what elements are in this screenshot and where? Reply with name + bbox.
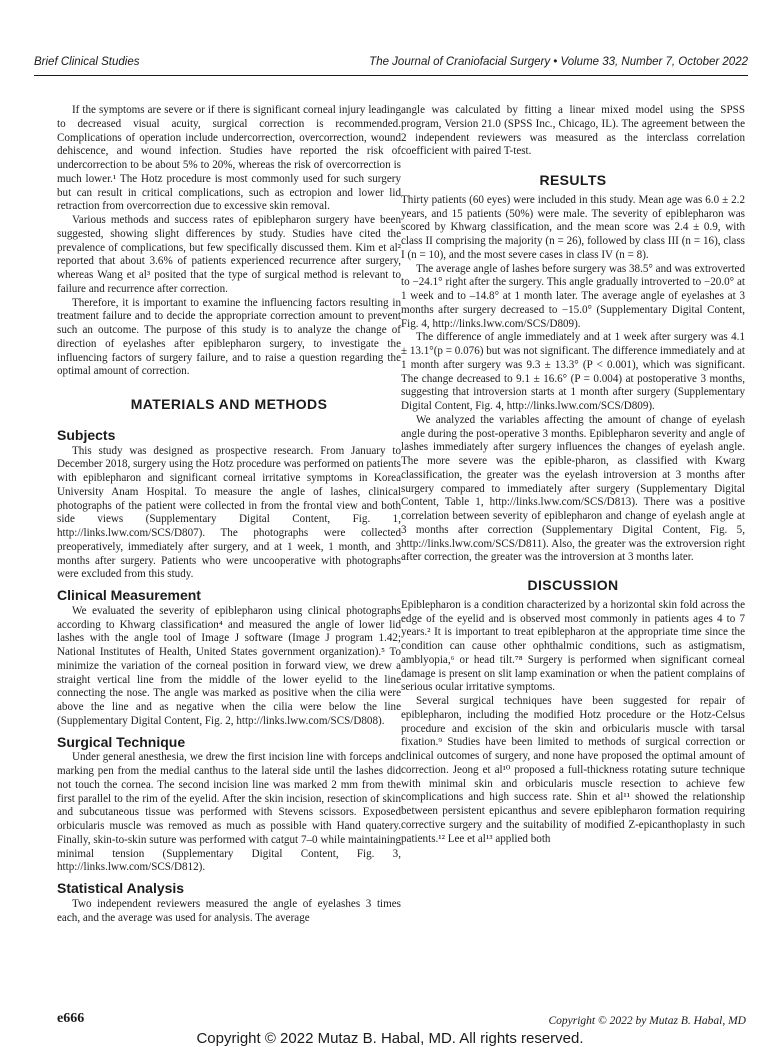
- running-header: [34, 56, 748, 74]
- results-paragraph-3: The difference of angle immediately and at 1 week after surgery was 4.1 ± 13.1°(p = 0.076) but was not significant. The difference immediately and at 1 month after surgery was 9.3 ± 13.3° (P < 0.001), which was significant. The change decreased to 9.1 ± 16.6° (P = 0.004) at postoperative 3 months, suggesting that introversion starts at 1 month after surgery (Supplementary Digital Content, Fig. 4, http://links.lww.com/SCS/D809).: [401, 331, 745, 412]
- footer-copyright: Copyright © 2022 by Mutaz B. Habal, MD: [548, 1015, 746, 1027]
- page-number: e666: [57, 1011, 85, 1026]
- results-paragraph-1: Thirty patients (60 eyes) were included in this study. Mean age was 6.0 ± 2.2 years, and 15 patients (50%) were male. The severity of epiblepharon was scored by Khwarg classification, and the mean score was 2.4 ± 0.9, with class II comprising the majority (n = 26), followed by class III (n = 16), class I (n = 10), and the most severe cases in class IV (n = 8).: [401, 193, 745, 261]
- section-label: Brief Clinical Studies: [34, 56, 140, 68]
- journal-citation: The Journal of Craniofacial Surgery • Volume 33, Number 7, October 2022: [369, 56, 748, 68]
- subjects-heading: Subjects: [57, 426, 116, 443]
- results-paragraph-2: The average angle of lashes before surgery was 38.5° and was extroverted to −24.1° right after the surgery. This angle gradually introverted to −20.0° at 1 week and to –14.8° at 1 month later. The average angle of eyelashes at 3 months after surgery decreased to −15.0° (Supplementary Digital Content, Fig. 4, http://links.lww.com/SCS/D809).: [401, 262, 745, 330]
- copyright-watermark: Copyright © 2022 Mutaz B. Habal, MD. All rights reserved.: [196, 1030, 584, 1047]
- results-heading: RESULTS: [539, 172, 607, 188]
- header-rule: [34, 75, 748, 76]
- right-column: [401, 104, 745, 846]
- clinical-measurement-paragraph: We evaluated the severity of epiblepharon using clinical photographs according to Khwarg classification⁴ and measured the angle of lower lid lashes with the angle tool of Image J software (Image J program 1.42; National Institutes of Health, United States government organization).⁵ To minimize the variation of the corneal position in forward view, we drew a straight vertical line from the middle of the lower eyelid to the line connecting the nose. The angle was marked as positive when the cilia were above the line and as negative when the cilia were below the line (Supplementary Digital Content, Fig. 2, http://links.lww.com/SCS/D808).: [57, 604, 401, 727]
- intro-paragraph-1: If the symptoms are severe or if there is significant corneal injury leading to decreased visual acuity, surgical correction is recommended. Complications of operation include undercorrection, overcorrection, wound dehiscence, and wound infection. Studies have reported the risk of undercorrection to be about 5% to 20%, whereas the risk of overcorrection is much lower.¹ The Hotz procedure is most commonly used for such surgery but can result in critical complications, such as ectropion and lower lid retraction from overcorrection due to excessive skin removal.: [57, 104, 401, 213]
- surgical-technique-paragraph: Under general anesthesia, we drew the first incision line with forceps and marking pen from the medial canthus to the lateral side until the lashes did not touch the cornea. The second incision line was marked 2 mm from the first parallel to the rim of the eyelid. After the skin incision, resection of skin and subcutaneous tissue was performed with Stevens scissors. Exposed orbicularis muscle was removed as much as possible with Hand quatery. Finally, skin-to-skin suture was performed with catgut 7–0 while maintaining minimal tension (Supplementary Digital Content, Fig. 3, http://links.lww.com/SCS/D812).: [57, 751, 401, 874]
- discussion-paragraph-2: Several surgical techniques have been suggested for repair of epiblepharon, including the modified Hotz procedure or the Hotz-Celsus procedure and excision of the skin and orbicularis muscle with tarsal fixation.⁹ Studies have been limited to methods of surgical correction or clinical outcomes of surgery, and none have proposed the optimal amount of correction. Jeong et al¹⁰ proposed a full-thickness rotating suture technique with minimal skin and orbicularis muscle resection to achieve few complications and high success rate. Shin et al¹¹ showed the relationship between persistent epicanthus and severe epiblepharon formation requiring corrective surgery and the suitability of modified Z-epicanthoplasty in such patients.¹² Lee et al¹³ applied both: [401, 695, 745, 845]
- statistical-analysis-heading: Statistical Analysis: [57, 880, 185, 896]
- surgical-technique-heading: Surgical Technique: [57, 733, 186, 750]
- statistical-analysis-continued: angle was calculated by fitting a linear mixed model using the SPSS program, Version 21.0 (SPSS Inc., Chicago, IL). The agreement between the 2 independent reviewers was measured as the interclass correlation coefficient with paired T-test.: [401, 104, 745, 158]
- statistical-analysis-paragraph: Two independent reviewers measured the angle of eyelashes 3 times each, and the average was used for analysis. The average: [57, 897, 401, 924]
- intro-paragraph-2: Various methods and success rates of epiblepharon surgery have been suggested, showing slight differences by study. Studies have cited the prevalence of complications, but few specifically discussed them. Kim et al² reported that about 3.6% of patients experienced recurrence after surgery, whereas Wang et al³ posited that the type of surgical method is relevant to failure and recurrence after correction.: [57, 214, 401, 295]
- discussion-heading: DISCUSSION: [527, 577, 619, 593]
- subjects-paragraph: This study was designed as prospective research. From January to December 2018, surgery using the Hotz procedure was performed on patients with epiblepharon and significant corneal irritative symptoms in Korea University Anam Hospital. To measure the angle of lashes, clinical photographs of the patient were collected in from the frontal view and both side views (Supplementary Digital Content, Fig. 1, http://links.lww.com/SCS/D807). The photographs were collected preoperatively, immediately after surgery, and at 1 week, 1 month, and 3 months after surgery. Patients who were uncooperative with photographs were excluded from this study.: [57, 444, 401, 581]
- clinical-measurement-heading: Clinical Measurement: [57, 587, 201, 603]
- methods-heading: MATERIALS AND METHODS: [130, 396, 328, 412]
- results-paragraph-4: We analyzed the variables affecting the amount of change of eyelash angle during the post-operative 3 months. Epiblepharon severity and angle of lashes immediately after surgery influences the changes of eyelash angle. The more severe was the epible-pharon, as classified with Kwarg classification, the greater was the eyelash introversion at 3 months after surgery compared to immediately after surgery (Supplementary Digital Content, Table 1, http://links.lww.com/SCS/D813). There was a positive correlation between severity of epiblepharon and change of eyelash angle at 3 months after correction (Supplementary Digital Content, Fig. 5, http://links.lww.com/SCS/D811). Also, the greater was the extroversion right after correction, the greater was the introversion at 3 months later.: [401, 413, 745, 564]
- intro-paragraph-3: Therefore, it is important to examine the influencing factors resulting in treatment failure and to decide the appropriate correction amount to prevent such an outcome. The purpose of this study is to analyze the change of direction of eyelashes after epiblepharon surgery, to investigate the influencing factors of surgery failure, and to raise a question regarding the optimal amount of correction.: [57, 296, 401, 378]
- left-column: [57, 104, 401, 925]
- discussion-paragraph-1: Epiblepharon is a condition characterized by a horizontal skin fold across the edge of the eyelid and is observed most commonly in patients ages 4 to 7 years.² It is important to treat epiblepharon at the appropriate time since the condition can cause other ophthalmic conditions, such as astigmatism, amblyopia,⁶ or head tilt.⁷⁸ Surgery is performed when significant corneal damage is present on slit lamp examination or when the patient complains of serious ocular irritative symptoms.: [401, 598, 745, 694]
